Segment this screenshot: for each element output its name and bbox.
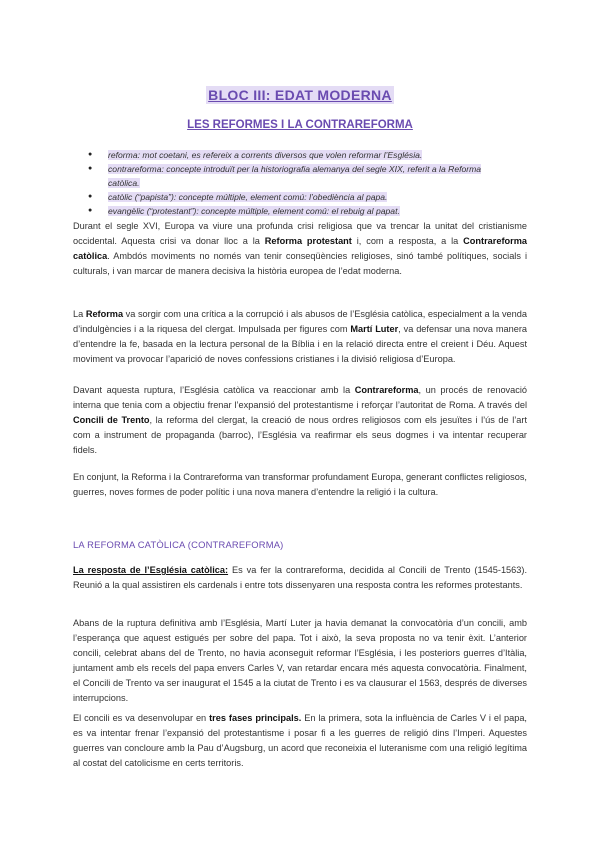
definition-item [88, 162, 498, 190]
text-run: Es va fer la contrareforma, decidida al Concili de Trento (1545-1563). Reunió a la qual assistiren els cardenals i entre tots dissenyaren una resposta contra les reformes protestants. [73, 565, 528, 590]
definition-text: catòlic (“papista”): concepte múltiple, element comú: l’obediència al papa. [108, 192, 388, 202]
bold-term: Concili de Trento [73, 415, 150, 425]
paragraph-resposta [73, 563, 527, 593]
underlined-term: La resposta de l’Església catòlica: [73, 565, 229, 575]
text-run: , va defensar una nova manera d’entendre la fe, basada en la lectura personal de la Bíblia i en la relació directa entre el creient i Déu. Aquest moviment va provocar l’aparició de noves confessions cristianes i la divisió religiosa d’Europa. [73, 324, 527, 364]
bold-term: tres fases principals. [209, 713, 302, 723]
section-heading: LA REFORMA CATÒLICA (CONTRAREFORMA) [73, 539, 284, 550]
text-run: Durant el segle XVI, Europa va viure una profunda crisi religiosa que va trencar la unitat del cristianisme occidental. Aquesta crisi va donar lloc a la [73, 221, 527, 246]
bold-term: Reforma protestant [264, 236, 352, 246]
text-run: En la primera, sota la influència de Carles V i el papa, es va intentar frenar l’expansió del protestantisme i posar fi a les guerres de religió dins l’Imperi. Aquestes guerres van concloure amb la Pau d’Augsburg, un acord que reconeixia el luteranisme com una religió legítima al costat del catolicisme en certs territoris. [73, 713, 527, 768]
definition-item [88, 148, 498, 162]
definition-item [88, 204, 498, 218]
paragraph-fases [73, 711, 527, 771]
definition-text: evangèlic (“protestant”): concepte múltiple, element comú: el rebuig al papat. [108, 206, 400, 216]
definition-text: contrareforma: concepte introduït per la historiografia alemanya del segle XIX, referit a la Reforma catòlica. [108, 164, 482, 188]
text-run: Davant aquesta ruptura, l’Església catòlica va reaccionar amb la [73, 385, 355, 395]
text-run: va sorgir com una crítica a la corrupció i als abusos de l’Església catòlica, especialment a la venda d’indulgències i a la riquesa del clergat. Impulsada per figures com [73, 309, 527, 334]
page-title-text: BLOC III: EDAT MODERNA [208, 87, 392, 103]
paragraph-intro [73, 219, 527, 279]
paragraph-concili: Abans de la ruptura definitiva amb l’Església, Martí Luter ja havia demanat la convocatòria d’un concili, amb l’esperança que aquest estigués per sobre del papa. Tot i això, la seva proposta no va tenir èxit. L’anterior concili, celebrat abans del de Trento, no havia aconseguit reformar l’Església, i les posteriors guerres d’Itàlia, juntament amb els recels del papa envers Carles V, van retardar encara més aquesta convocatòria. Finalment, el Concili de Trento va ser inaugurat el 1545 a la ciutat de Trento i es va clausurar el 1563, després de diverses interrupcions. [73, 618, 527, 703]
paragraph-reforma [73, 307, 527, 367]
text-run: , un procés de renovació interna que tenia com a objectiu frenar l’expansió del protestantisme i reforçar l’autoritat de Roma. A través del [73, 385, 527, 410]
text-run: La [73, 309, 86, 319]
bold-term: Reforma [85, 309, 124, 319]
page-subtitle: LES REFORMES I LA CONTRAREFORMA [187, 119, 413, 131]
text-run: , la reforma del clergat, la creació de nous ordres religiosos com els jesuïtes i l’ús de l’art com a instrument de propaganda (barroc), l’Església va reafirmar els seus dogmes i va intentar recuperar fidels. [73, 415, 528, 455]
bold-term: Contrareforma [354, 385, 419, 395]
text-run: El concili es va desenvolupar en [73, 713, 210, 723]
paragraph-contrareforma [73, 383, 527, 458]
text-run: . Ambdós moviments no només van tenir conseqüències religioses, sinó també polítiques, socials i culturals, i van marcar de manera decisiva la història europea de l’edat moderna. [73, 251, 527, 276]
definitions-list [88, 148, 498, 218]
text-run: i, com a resposta, a la [351, 236, 464, 246]
paragraph-conclusion: En conjunt, la Reforma i la Contrareforma van transformar profundament Europa, generant conflictes religiosos, guerres, noves formes de poder polític i una nova manera d’entendre la religió i la cultura. [73, 472, 527, 497]
definition-text: reforma: mot coetani, es refereix a corrents diversos que volen reformar l’Església. [108, 150, 423, 160]
page-title [0, 87, 600, 103]
bold-term: Contrareforma catòlica [73, 236, 527, 261]
bold-term: Martí Luter [350, 324, 399, 334]
definition-item [88, 190, 498, 204]
